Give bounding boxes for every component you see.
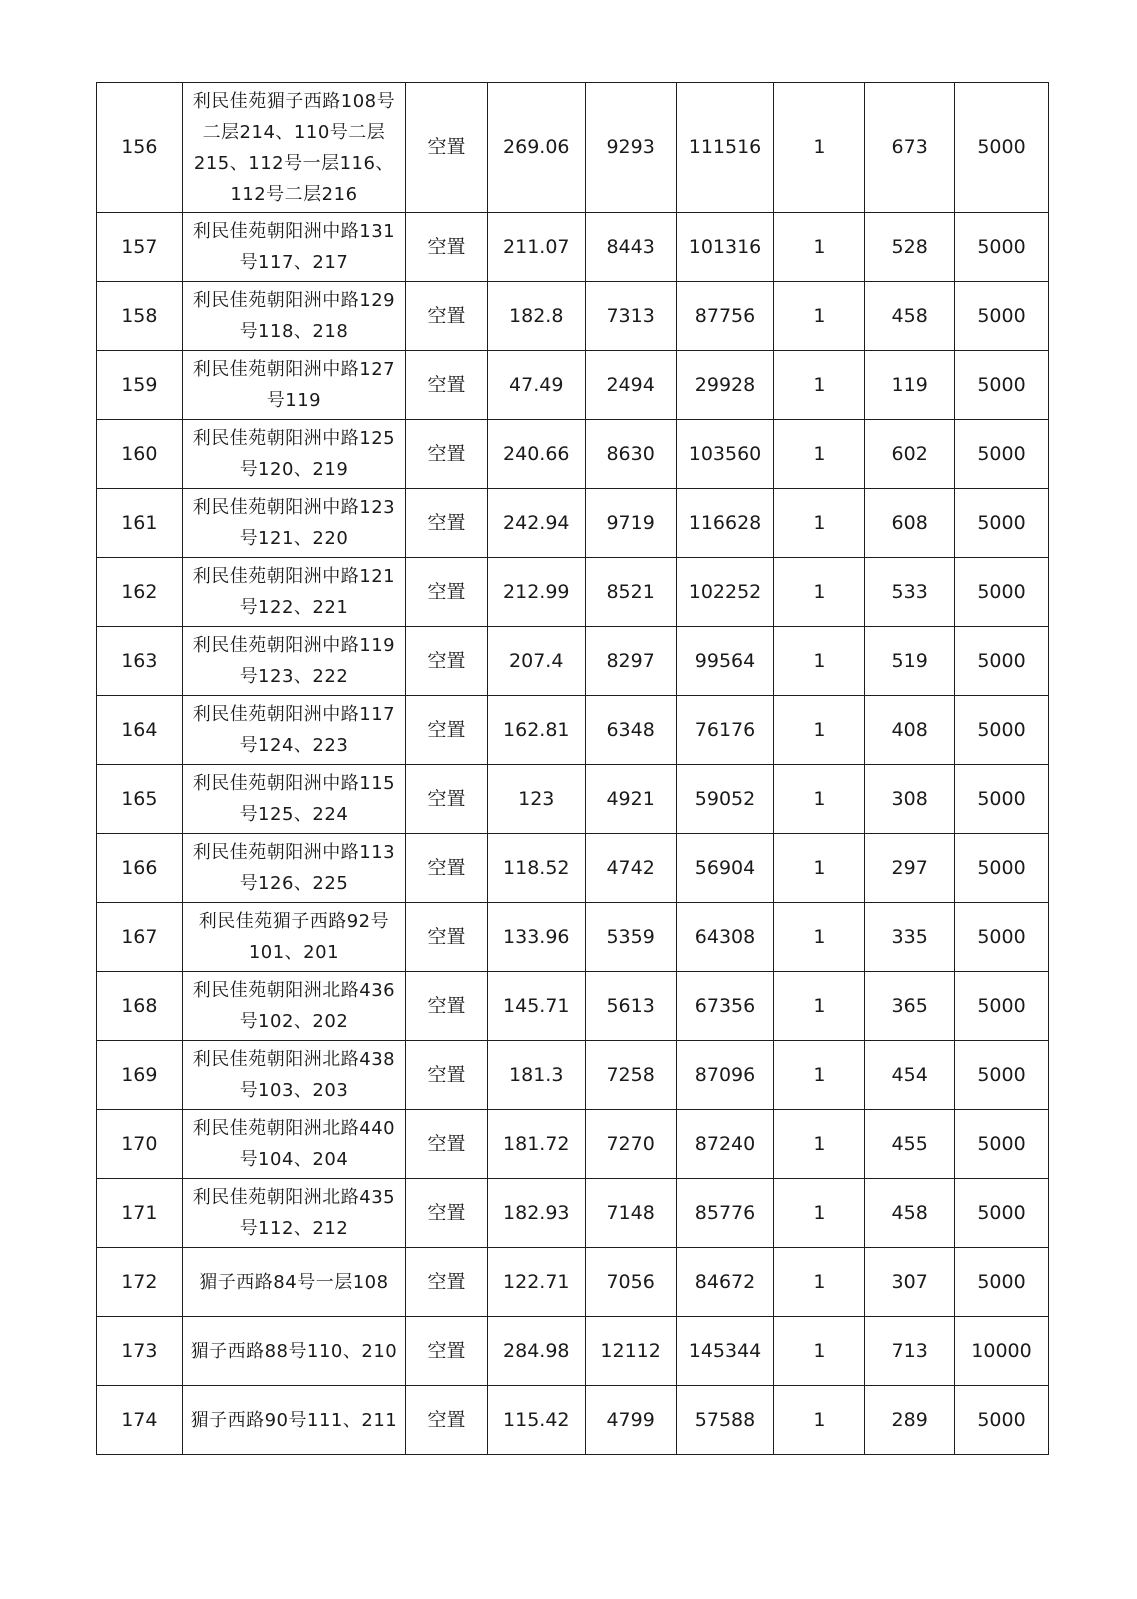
row-number-cell: 163 xyxy=(97,627,183,696)
deposit-cell: 5000 xyxy=(955,489,1049,558)
address-cell: 利民佳苑朝阳洲中路131号117、217 xyxy=(182,213,405,282)
deposit-cell: 10000 xyxy=(955,1317,1049,1386)
deposit-cell: 5000 xyxy=(955,282,1049,351)
annual-rent-cell: 87756 xyxy=(676,282,774,351)
deposit-cell: 5000 xyxy=(955,903,1049,972)
area-cell: 182.93 xyxy=(487,1179,585,1248)
row-number-cell: 157 xyxy=(97,213,183,282)
table-row xyxy=(97,765,1049,834)
address-cell: 利民佳苑朝阳洲中路125号120、219 xyxy=(182,420,405,489)
lease-years-cell: 1 xyxy=(774,696,865,765)
annual-rent-cell: 29928 xyxy=(676,351,774,420)
monthly-rent-cell: 5359 xyxy=(585,903,676,972)
deposit-cell: 5000 xyxy=(955,1179,1049,1248)
deposit-cell: 5000 xyxy=(955,558,1049,627)
bid-increment-cell: 608 xyxy=(865,489,955,558)
address-cell: 猸子西路88号110、210 xyxy=(182,1317,405,1386)
monthly-rent-cell: 8297 xyxy=(585,627,676,696)
row-number-cell: 166 xyxy=(97,834,183,903)
row-number-cell: 161 xyxy=(97,489,183,558)
address-cell: 利民佳苑朝阳洲北路436号102、202 xyxy=(182,972,405,1041)
row-number-cell: 174 xyxy=(97,1386,183,1455)
monthly-rent-cell: 5613 xyxy=(585,972,676,1041)
area-cell: 47.49 xyxy=(487,351,585,420)
address-cell: 利民佳苑朝阳洲北路440号104、204 xyxy=(182,1110,405,1179)
row-number-cell: 168 xyxy=(97,972,183,1041)
monthly-rent-cell: 4742 xyxy=(585,834,676,903)
monthly-rent-cell: 7270 xyxy=(585,1110,676,1179)
area-cell: 211.07 xyxy=(487,213,585,282)
row-number-cell: 164 xyxy=(97,696,183,765)
row-number-cell: 160 xyxy=(97,420,183,489)
row-number-cell: 169 xyxy=(97,1041,183,1110)
annual-rent-cell: 103560 xyxy=(676,420,774,489)
address-cell: 利民佳苑朝阳洲中路127号119 xyxy=(182,351,405,420)
bid-increment-cell: 297 xyxy=(865,834,955,903)
status-cell: 空置 xyxy=(406,83,488,213)
row-number-cell: 173 xyxy=(97,1317,183,1386)
lease-years-cell: 1 xyxy=(774,1386,865,1455)
area-cell: 162.81 xyxy=(487,696,585,765)
bid-increment-cell: 454 xyxy=(865,1041,955,1110)
deposit-cell: 5000 xyxy=(955,83,1049,213)
monthly-rent-cell: 2494 xyxy=(585,351,676,420)
table-row xyxy=(97,972,1049,1041)
table-body xyxy=(97,83,1049,1455)
monthly-rent-cell: 7313 xyxy=(585,282,676,351)
deposit-cell: 5000 xyxy=(955,765,1049,834)
lease-years-cell: 1 xyxy=(774,420,865,489)
row-number-cell: 172 xyxy=(97,1248,183,1317)
lease-years-cell: 1 xyxy=(774,834,865,903)
monthly-rent-cell: 4799 xyxy=(585,1386,676,1455)
lease-years-cell: 1 xyxy=(774,83,865,213)
lease-years-cell: 1 xyxy=(774,351,865,420)
lease-years-cell: 1 xyxy=(774,972,865,1041)
annual-rent-cell: 102252 xyxy=(676,558,774,627)
lease-years-cell: 1 xyxy=(774,1110,865,1179)
address-cell: 利民佳苑朝阳洲中路119号123、222 xyxy=(182,627,405,696)
deposit-cell: 5000 xyxy=(955,420,1049,489)
bid-increment-cell: 533 xyxy=(865,558,955,627)
lease-years-cell: 1 xyxy=(774,1317,865,1386)
area-cell: 269.06 xyxy=(487,83,585,213)
annual-rent-cell: 67356 xyxy=(676,972,774,1041)
bid-increment-cell: 673 xyxy=(865,83,955,213)
table-row xyxy=(97,834,1049,903)
table-row xyxy=(97,489,1049,558)
monthly-rent-cell: 9293 xyxy=(585,83,676,213)
deposit-cell: 5000 xyxy=(955,351,1049,420)
lease-years-cell: 1 xyxy=(774,558,865,627)
annual-rent-cell: 59052 xyxy=(676,765,774,834)
area-cell: 181.72 xyxy=(487,1110,585,1179)
monthly-rent-cell: 6348 xyxy=(585,696,676,765)
address-cell: 利民佳苑猸子西路108号二层214、110号二层215、112号一层116、112号二层216 xyxy=(182,83,405,213)
annual-rent-cell: 87240 xyxy=(676,1110,774,1179)
annual-rent-cell: 111516 xyxy=(676,83,774,213)
area-cell: 145.71 xyxy=(487,972,585,1041)
status-cell: 空置 xyxy=(406,282,488,351)
property-listing-table xyxy=(96,82,1049,1455)
table-row xyxy=(97,420,1049,489)
deposit-cell: 5000 xyxy=(955,1248,1049,1317)
status-cell: 空置 xyxy=(406,1041,488,1110)
address-cell: 利民佳苑朝阳洲北路435号112、212 xyxy=(182,1179,405,1248)
annual-rent-cell: 116628 xyxy=(676,489,774,558)
status-cell: 空置 xyxy=(406,489,488,558)
lease-years-cell: 1 xyxy=(774,765,865,834)
area-cell: 123 xyxy=(487,765,585,834)
table-row xyxy=(97,1179,1049,1248)
annual-rent-cell: 57588 xyxy=(676,1386,774,1455)
monthly-rent-cell: 7258 xyxy=(585,1041,676,1110)
address-cell: 利民佳苑朝阳洲中路129号118、218 xyxy=(182,282,405,351)
bid-increment-cell: 713 xyxy=(865,1317,955,1386)
annual-rent-cell: 56904 xyxy=(676,834,774,903)
deposit-cell: 5000 xyxy=(955,696,1049,765)
address-cell: 利民佳苑朝阳洲中路123号121、220 xyxy=(182,489,405,558)
row-number-cell: 162 xyxy=(97,558,183,627)
bid-increment-cell: 335 xyxy=(865,903,955,972)
address-cell: 利民佳苑朝阳洲中路121号122、221 xyxy=(182,558,405,627)
bid-increment-cell: 289 xyxy=(865,1386,955,1455)
annual-rent-cell: 87096 xyxy=(676,1041,774,1110)
table-row xyxy=(97,903,1049,972)
row-number-cell: 156 xyxy=(97,83,183,213)
row-number-cell: 171 xyxy=(97,1179,183,1248)
status-cell: 空置 xyxy=(406,558,488,627)
monthly-rent-cell: 9719 xyxy=(585,489,676,558)
area-cell: 240.66 xyxy=(487,420,585,489)
bid-increment-cell: 519 xyxy=(865,627,955,696)
monthly-rent-cell: 4921 xyxy=(585,765,676,834)
address-cell: 猸子西路90号111、211 xyxy=(182,1386,405,1455)
lease-years-cell: 1 xyxy=(774,1248,865,1317)
lease-years-cell: 1 xyxy=(774,903,865,972)
table-row xyxy=(97,558,1049,627)
bid-increment-cell: 308 xyxy=(865,765,955,834)
area-cell: 181.3 xyxy=(487,1041,585,1110)
address-cell: 利民佳苑猸子西路92号101、201 xyxy=(182,903,405,972)
status-cell: 空置 xyxy=(406,627,488,696)
status-cell: 空置 xyxy=(406,1179,488,1248)
table-row xyxy=(97,1386,1049,1455)
bid-increment-cell: 458 xyxy=(865,1179,955,1248)
bid-increment-cell: 455 xyxy=(865,1110,955,1179)
area-cell: 284.98 xyxy=(487,1317,585,1386)
area-cell: 133.96 xyxy=(487,903,585,972)
status-cell: 空置 xyxy=(406,765,488,834)
row-number-cell: 167 xyxy=(97,903,183,972)
deposit-cell: 5000 xyxy=(955,1041,1049,1110)
table-row xyxy=(97,1110,1049,1179)
status-cell: 空置 xyxy=(406,213,488,282)
row-number-cell: 165 xyxy=(97,765,183,834)
deposit-cell: 5000 xyxy=(955,834,1049,903)
row-number-cell: 158 xyxy=(97,282,183,351)
deposit-cell: 5000 xyxy=(955,1386,1049,1455)
address-cell: 利民佳苑朝阳洲中路117号124、223 xyxy=(182,696,405,765)
table-row xyxy=(97,1041,1049,1110)
table-row xyxy=(97,627,1049,696)
monthly-rent-cell: 7056 xyxy=(585,1248,676,1317)
annual-rent-cell: 64308 xyxy=(676,903,774,972)
area-cell: 118.52 xyxy=(487,834,585,903)
status-cell: 空置 xyxy=(406,834,488,903)
lease-years-cell: 1 xyxy=(774,213,865,282)
area-cell: 212.99 xyxy=(487,558,585,627)
row-number-cell: 170 xyxy=(97,1110,183,1179)
lease-years-cell: 1 xyxy=(774,1041,865,1110)
table-row xyxy=(97,83,1049,213)
lease-years-cell: 1 xyxy=(774,627,865,696)
bid-increment-cell: 458 xyxy=(865,282,955,351)
annual-rent-cell: 145344 xyxy=(676,1317,774,1386)
lease-years-cell: 1 xyxy=(774,282,865,351)
row-number-cell: 159 xyxy=(97,351,183,420)
deposit-cell: 5000 xyxy=(955,627,1049,696)
status-cell: 空置 xyxy=(406,1110,488,1179)
bid-increment-cell: 528 xyxy=(865,213,955,282)
table-row xyxy=(97,696,1049,765)
annual-rent-cell: 99564 xyxy=(676,627,774,696)
annual-rent-cell: 85776 xyxy=(676,1179,774,1248)
table-row xyxy=(97,351,1049,420)
table-row xyxy=(97,1317,1049,1386)
status-cell: 空置 xyxy=(406,1386,488,1455)
area-cell: 115.42 xyxy=(487,1386,585,1455)
monthly-rent-cell: 8630 xyxy=(585,420,676,489)
status-cell: 空置 xyxy=(406,351,488,420)
status-cell: 空置 xyxy=(406,972,488,1041)
table-row xyxy=(97,282,1049,351)
area-cell: 122.71 xyxy=(487,1248,585,1317)
deposit-cell: 5000 xyxy=(955,972,1049,1041)
monthly-rent-cell: 7148 xyxy=(585,1179,676,1248)
address-cell: 猸子西路84号一层108 xyxy=(182,1248,405,1317)
monthly-rent-cell: 8443 xyxy=(585,213,676,282)
address-cell: 利民佳苑朝阳洲北路438号103、203 xyxy=(182,1041,405,1110)
bid-increment-cell: 602 xyxy=(865,420,955,489)
bid-increment-cell: 408 xyxy=(865,696,955,765)
lease-years-cell: 1 xyxy=(774,1179,865,1248)
status-cell: 空置 xyxy=(406,1248,488,1317)
address-cell: 利民佳苑朝阳洲中路115号125、224 xyxy=(182,765,405,834)
area-cell: 182.8 xyxy=(487,282,585,351)
deposit-cell: 5000 xyxy=(955,213,1049,282)
monthly-rent-cell: 12112 xyxy=(585,1317,676,1386)
area-cell: 242.94 xyxy=(487,489,585,558)
status-cell: 空置 xyxy=(406,420,488,489)
address-cell: 利民佳苑朝阳洲中路113号126、225 xyxy=(182,834,405,903)
lease-years-cell: 1 xyxy=(774,489,865,558)
bid-increment-cell: 119 xyxy=(865,351,955,420)
annual-rent-cell: 84672 xyxy=(676,1248,774,1317)
status-cell: 空置 xyxy=(406,696,488,765)
annual-rent-cell: 76176 xyxy=(676,696,774,765)
table-row xyxy=(97,1248,1049,1317)
table-row xyxy=(97,213,1049,282)
deposit-cell: 5000 xyxy=(955,1110,1049,1179)
status-cell: 空置 xyxy=(406,903,488,972)
bid-increment-cell: 365 xyxy=(865,972,955,1041)
area-cell: 207.4 xyxy=(487,627,585,696)
monthly-rent-cell: 8521 xyxy=(585,558,676,627)
bid-increment-cell: 307 xyxy=(865,1248,955,1317)
annual-rent-cell: 101316 xyxy=(676,213,774,282)
status-cell: 空置 xyxy=(406,1317,488,1386)
